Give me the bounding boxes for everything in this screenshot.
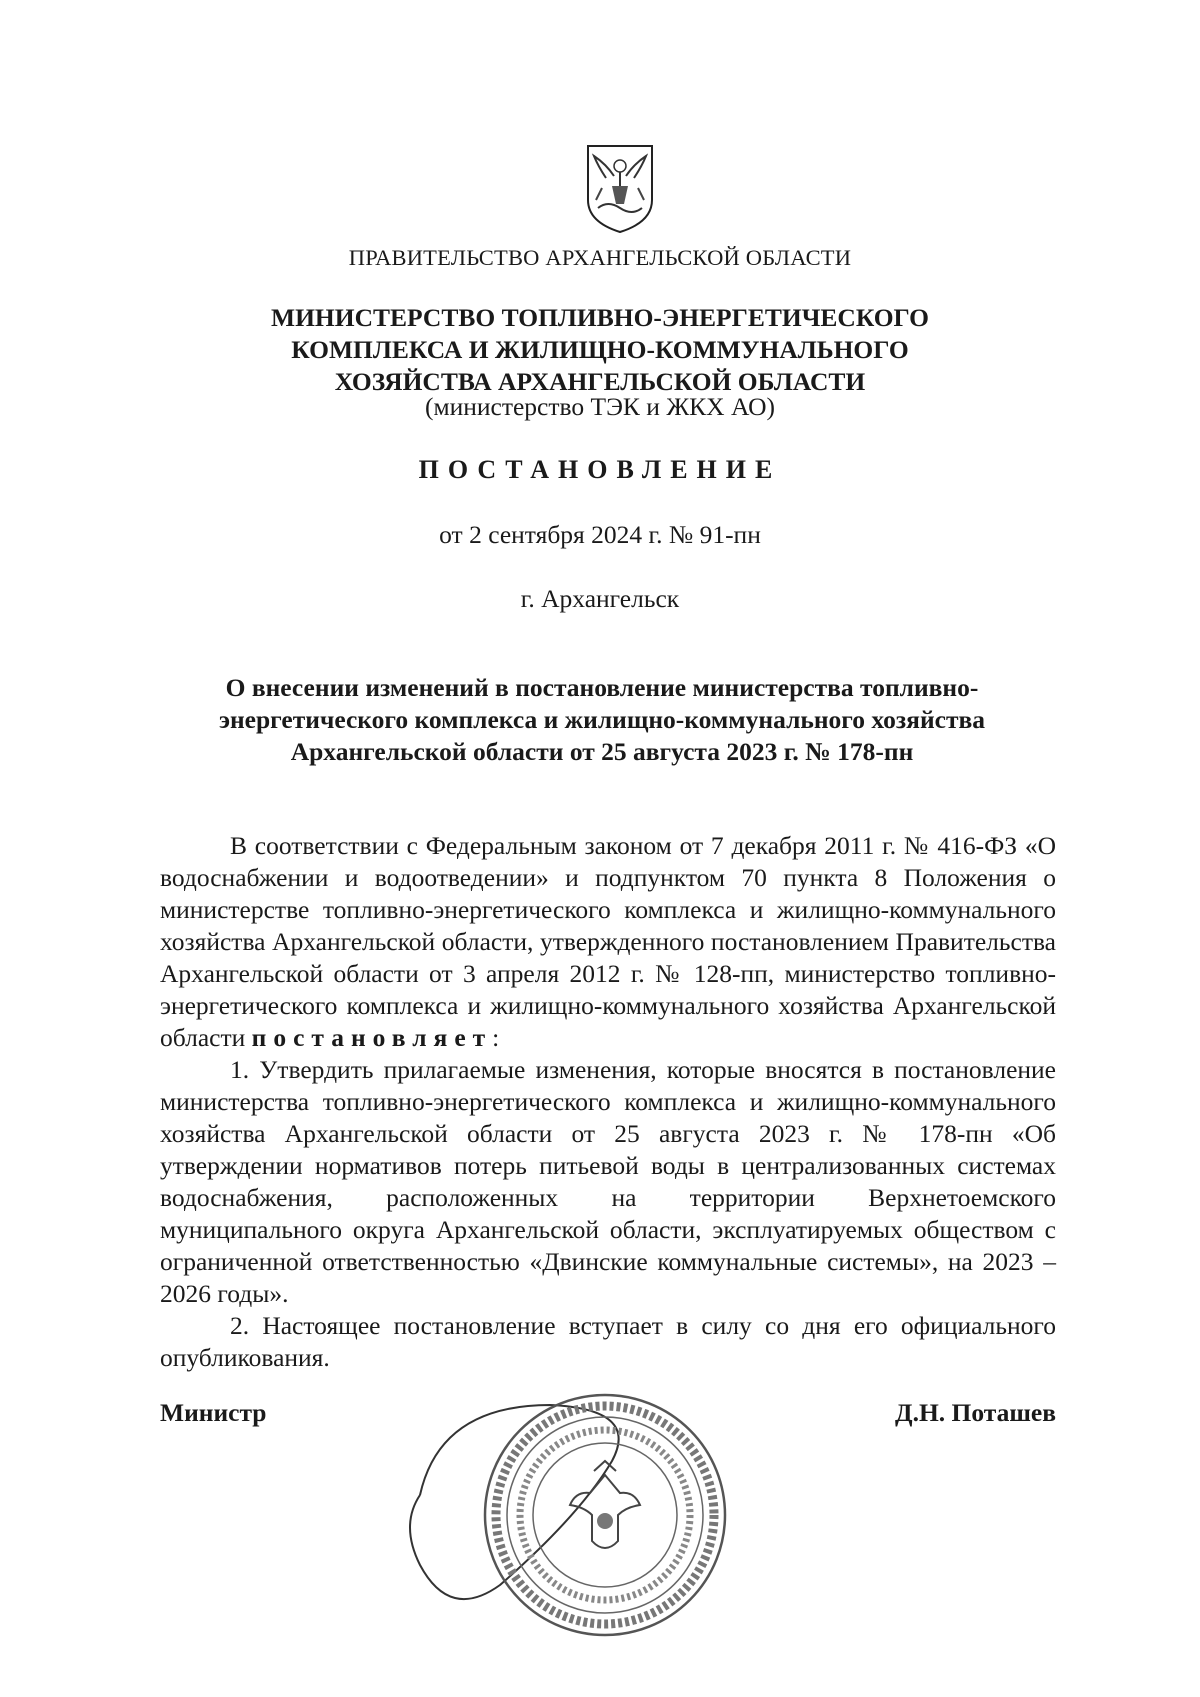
item-2-paragraph: 2. Настоящее постановление вступает в силу со дня его официального опубликования. [160, 1311, 1056, 1372]
document-subject [150, 672, 1054, 768]
preamble-paragraph [160, 830, 1056, 1054]
item-1-paragraph: 1. Утвердить прилагаемые изменения, которые вносятся в постановление министерства топливно-энергетического комплекса и жилищно-коммунального хозяйства Архангельской области от 25 августа 2023 г. № 178-пн «Об утверждении нормативов потерь питьевой воды в централизованных системах водоснабжения, расположенных на территории Верхнетоемского муниципального округа Архангельской области, эксплуатируемых обществом с ограниченной ответственностью «Двинские коммунальные системы», на 2023 – 2026 годы». [160, 1055, 1056, 1308]
subject-line: энергетического комплекса и жилищно-коммунального хозяйства [218, 705, 986, 734]
decree-word: постановляет [251, 1023, 493, 1052]
document-type: ПОСТАНОВЛЕНИЕ [418, 455, 782, 484]
preamble-text: В соответствии с Федеральным законом от 7 декабря 2011 г. № 416-ФЗ «О водоснабжении и водоотведении» и подпунктом 70 пункта 8 Положения о министерстве топливно-энергетического комплекса и жилищно-коммунального хозяйства Архангельской области, утвержденного постановлением Правительства Архангельской области от 3 апреля 2012 г. № 128-пп, министерство топливно-энергетического комплекса и жилищно-коммунального хозяйства Архангельской области [160, 831, 1056, 1052]
document-city: г. Архангельск [520, 584, 680, 613]
subject-line: Архангельской области от 25 августа 2023 г. № 178-пн [290, 737, 914, 766]
coat-of-arms-icon [584, 142, 656, 234]
decree-colon: : [492, 1023, 500, 1052]
signatory-title: Министр [160, 1398, 267, 1427]
document-body [160, 830, 1056, 1374]
official-seal-stamp [380, 1365, 740, 1655]
ministry-name-line: КОМПЛЕКСА И ЖИЛИЩНО-КОММУНАЛЬНОГО [291, 335, 909, 364]
ministry-short-name: (министерство ТЭК и ЖКХ АО) [424, 392, 776, 421]
document-date-number: от 2 сентября 2024 г. № 91-пн [439, 520, 761, 549]
ministry-name-line: МИНИСТЕРСТВО ТОПЛИВНО-ЭНЕРГЕТИЧЕСКОГО [271, 303, 929, 332]
ministry-name-line: ХОЗЯЙСТВА АРХАНГЕЛЬСКОЙ ОБЛАСТИ [334, 367, 866, 396]
ministry-name [0, 302, 1200, 398]
government-name: ПРАВИТЕЛЬСТВО АРХАНГЕЛЬСКОЙ ОБЛАСТИ [348, 245, 852, 270]
subject-line: О внесении изменений в постановление министерства топливно- [225, 673, 979, 702]
signatory-name: Д.Н. Поташев [895, 1398, 1056, 1427]
